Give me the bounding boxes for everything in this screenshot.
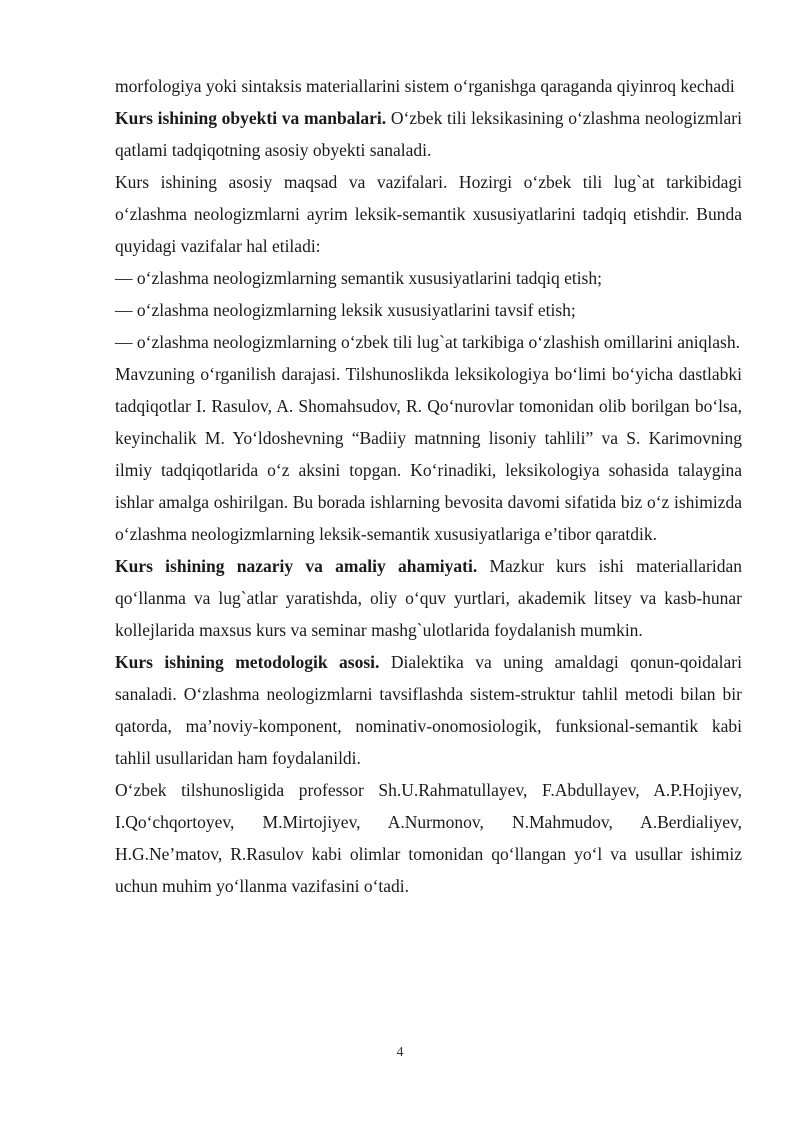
paragraph-text: morfologiya yoki sintaksis materiallarini sistem o‘rganishga qaraganda qiyinroq kechadi <box>115 76 735 96</box>
paragraph-text: O‘zbek tilshunosligida professor Sh.U.Rahmatullayev, F.Abdullayev, A.P.Hojiyev, I.Qo‘chqortoyev, M.Mirtojiyev, A.Nurmonov, N.Mahmudov, A.Berdialiyev, H.G.Ne’matov, R.Rasulov kabi olimlar tomonidan qo‘llangan yo‘l va usullar ishimiz uchun muhim yo‘llanma vazifasini o‘tadi. <box>115 780 742 896</box>
page-number: 4 <box>396 1045 404 1060</box>
paragraph-theoretical-practical-significance <box>115 550 742 646</box>
list-item-task-2 <box>115 294 742 326</box>
list-item-task-1 <box>115 262 742 294</box>
paragraph-object-and-sources <box>115 102 742 166</box>
paragraph-intro-continuation <box>115 70 742 102</box>
paragraph-heading: Kurs ishining metodologik asosi. <box>115 652 391 672</box>
paragraph-heading: Kurs ishining nazariy va amaliy ahamiyati. <box>115 556 490 576</box>
paragraph-goals-and-tasks <box>115 166 742 262</box>
paragraph-heading: Kurs ishining obyekti va manbalari. <box>115 108 391 128</box>
list-item-text: — o‘zlashma neologizmlarning leksik xususiyatlarini tavsif etish; <box>115 300 576 320</box>
paragraph-text: Dialektika va uning amaldagi qonun-qoidalari sanaladi. O‘zlashma neologizmlarni tavsiflashda sistem-struktur tahlil metodi bilan bir qatorda, ma’noviy-komponent, nominativ-onomosiologik, funksional-semantik kabi tahlil usullaridan ham foydalanildi. <box>115 652 742 768</box>
paragraph-text: Mavzuning o‘rganilish darajasi. Tilshunoslikda leksikologiya bo‘limi bo‘yicha dastlabki tadqiqotlar I. Rasulov, A. Shomahsudov, R. Qo‘nurovlar tomonidan olib borilgan bo‘lsa, keyinchalik M. Yo‘ldoshevning “Badiiy matnning lisoniy tahlili” va S. Karimovning ilmiy tadqiqotlarida o‘z aksini topgan. Ko‘rinadiki, leksikologiya sohasida talaygina ishlar amalga oshirilgan. Bu borada ishlarning bevosita davomi sifatida biz o‘z ishimizda o‘zlashma neologizmlarning leksik-semantik xususiyatlariga e’tibor qaratdik. <box>115 364 742 544</box>
paragraph-methodological-basis <box>115 646 742 774</box>
list-item-text: — o‘zlashma neologizmlarning o‘zbek tili lug`at tarkibiga o‘zlashish omillarini aniqlash. <box>115 332 740 352</box>
paragraph-text: O‘zbek tili leksikasining o‘zlashma neologizmlari qatlami tadqiqotning asosiy obyekti sanaladi. <box>115 108 742 160</box>
paragraph-scholars <box>115 774 742 902</box>
list-item-task-3 <box>115 326 742 358</box>
list-item-text: — o‘zlashma neologizmlarning semantik xususiyatlarini tadqiq etish; <box>115 268 602 288</box>
paragraph-study-level <box>115 358 742 550</box>
paragraph-text: Mazkur kurs ishi materiallaridan qo‘llanma va lug`atlar yaratishda, oliy o‘quv yurtlari, akademik litsey va kasb-hunar kollejlarida maxsus kurs va seminar mashg`ulotlarida foydalanish mumkin. <box>115 556 742 640</box>
document-page <box>115 70 742 902</box>
paragraph-text: Kurs ishining asosiy maqsad va vazifalari. Hozirgi o‘zbek tili lug`at tarkibidagi o‘zlashma neologizmlarni ayrim leksik-semantik xususiyatlarini tadqiq etishdir. Bunda quyidagi vazifalar hal etiladi: <box>115 172 742 256</box>
